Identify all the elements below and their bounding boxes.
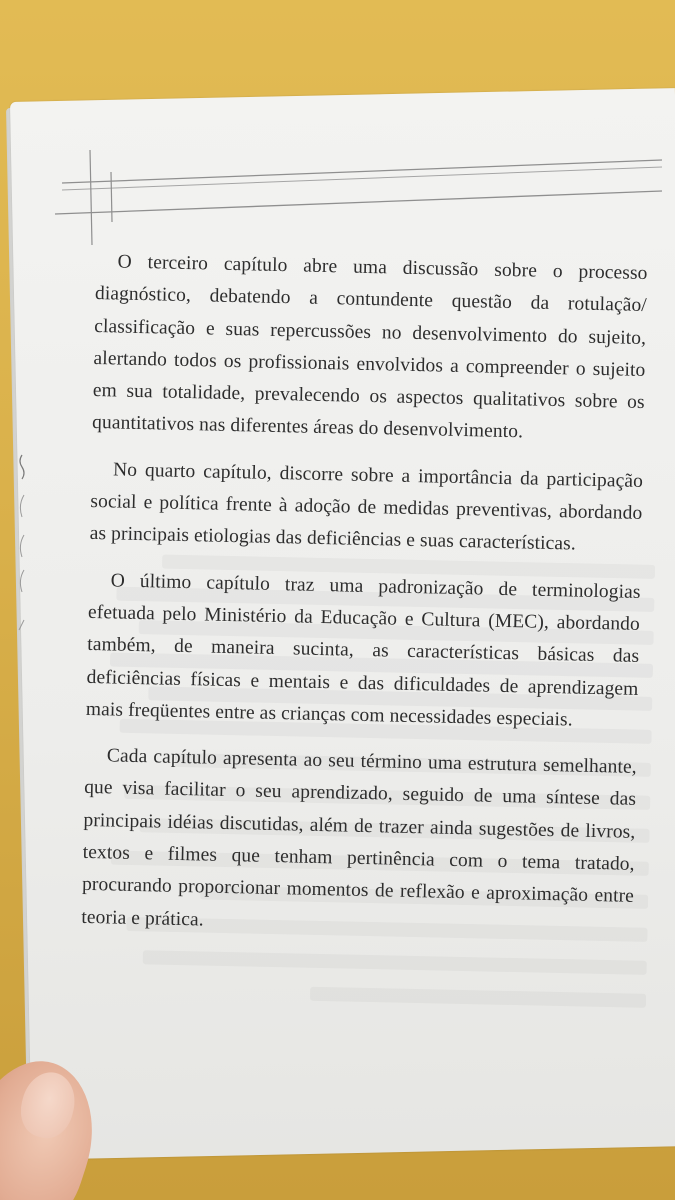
paragraph-third-chapter: O terceiro capítulo abre uma discussão sobre o processo diagnóstico, debatendo a contundente questão da rotulação/ classificação e suas repercussões no desenvolvimento do sujeito, alertando todos os profissionais envolvidos a compreender o sujeito em sua totalidade, prevalecendo os aspectos qualitativos sobre os quantitativos nas diferentes áreas do desenvolvimento. bbox=[91, 251, 648, 443]
paragraph-fourth-chapter: No quarto capítulo, discorre sobre a importância da participação social e política frente à adoção de medidas preventivas, abordando as principais etiologias das deficiências e suas características. bbox=[89, 459, 644, 555]
paragraph-last-chapter: O último capítulo traz uma padronização de terminologias efetuada pelo Ministério da Educação e Cultura (MEC), abordando também, de maneira sucinta, as características básicas das deficiências físicas e mentais e das dificuldades de aprendizagem mais freqüentes entre as crianças com necessidades especiais. bbox=[85, 570, 641, 731]
paragraph-chapter-structure: Cada capítulo apresenta ao seu término uma estrutura semelhante, que visa facilitar o seu aprendizado, seguido de uma síntese das principais idéias discutidas, além de trazer ainda sugestões de livros, textos e filmes que tenham pertinência com o tema tratado, procurando proporcionar momentos de reflexão e aproximação entre teoria e prática. bbox=[81, 745, 637, 931]
body-text bbox=[81, 246, 648, 960]
